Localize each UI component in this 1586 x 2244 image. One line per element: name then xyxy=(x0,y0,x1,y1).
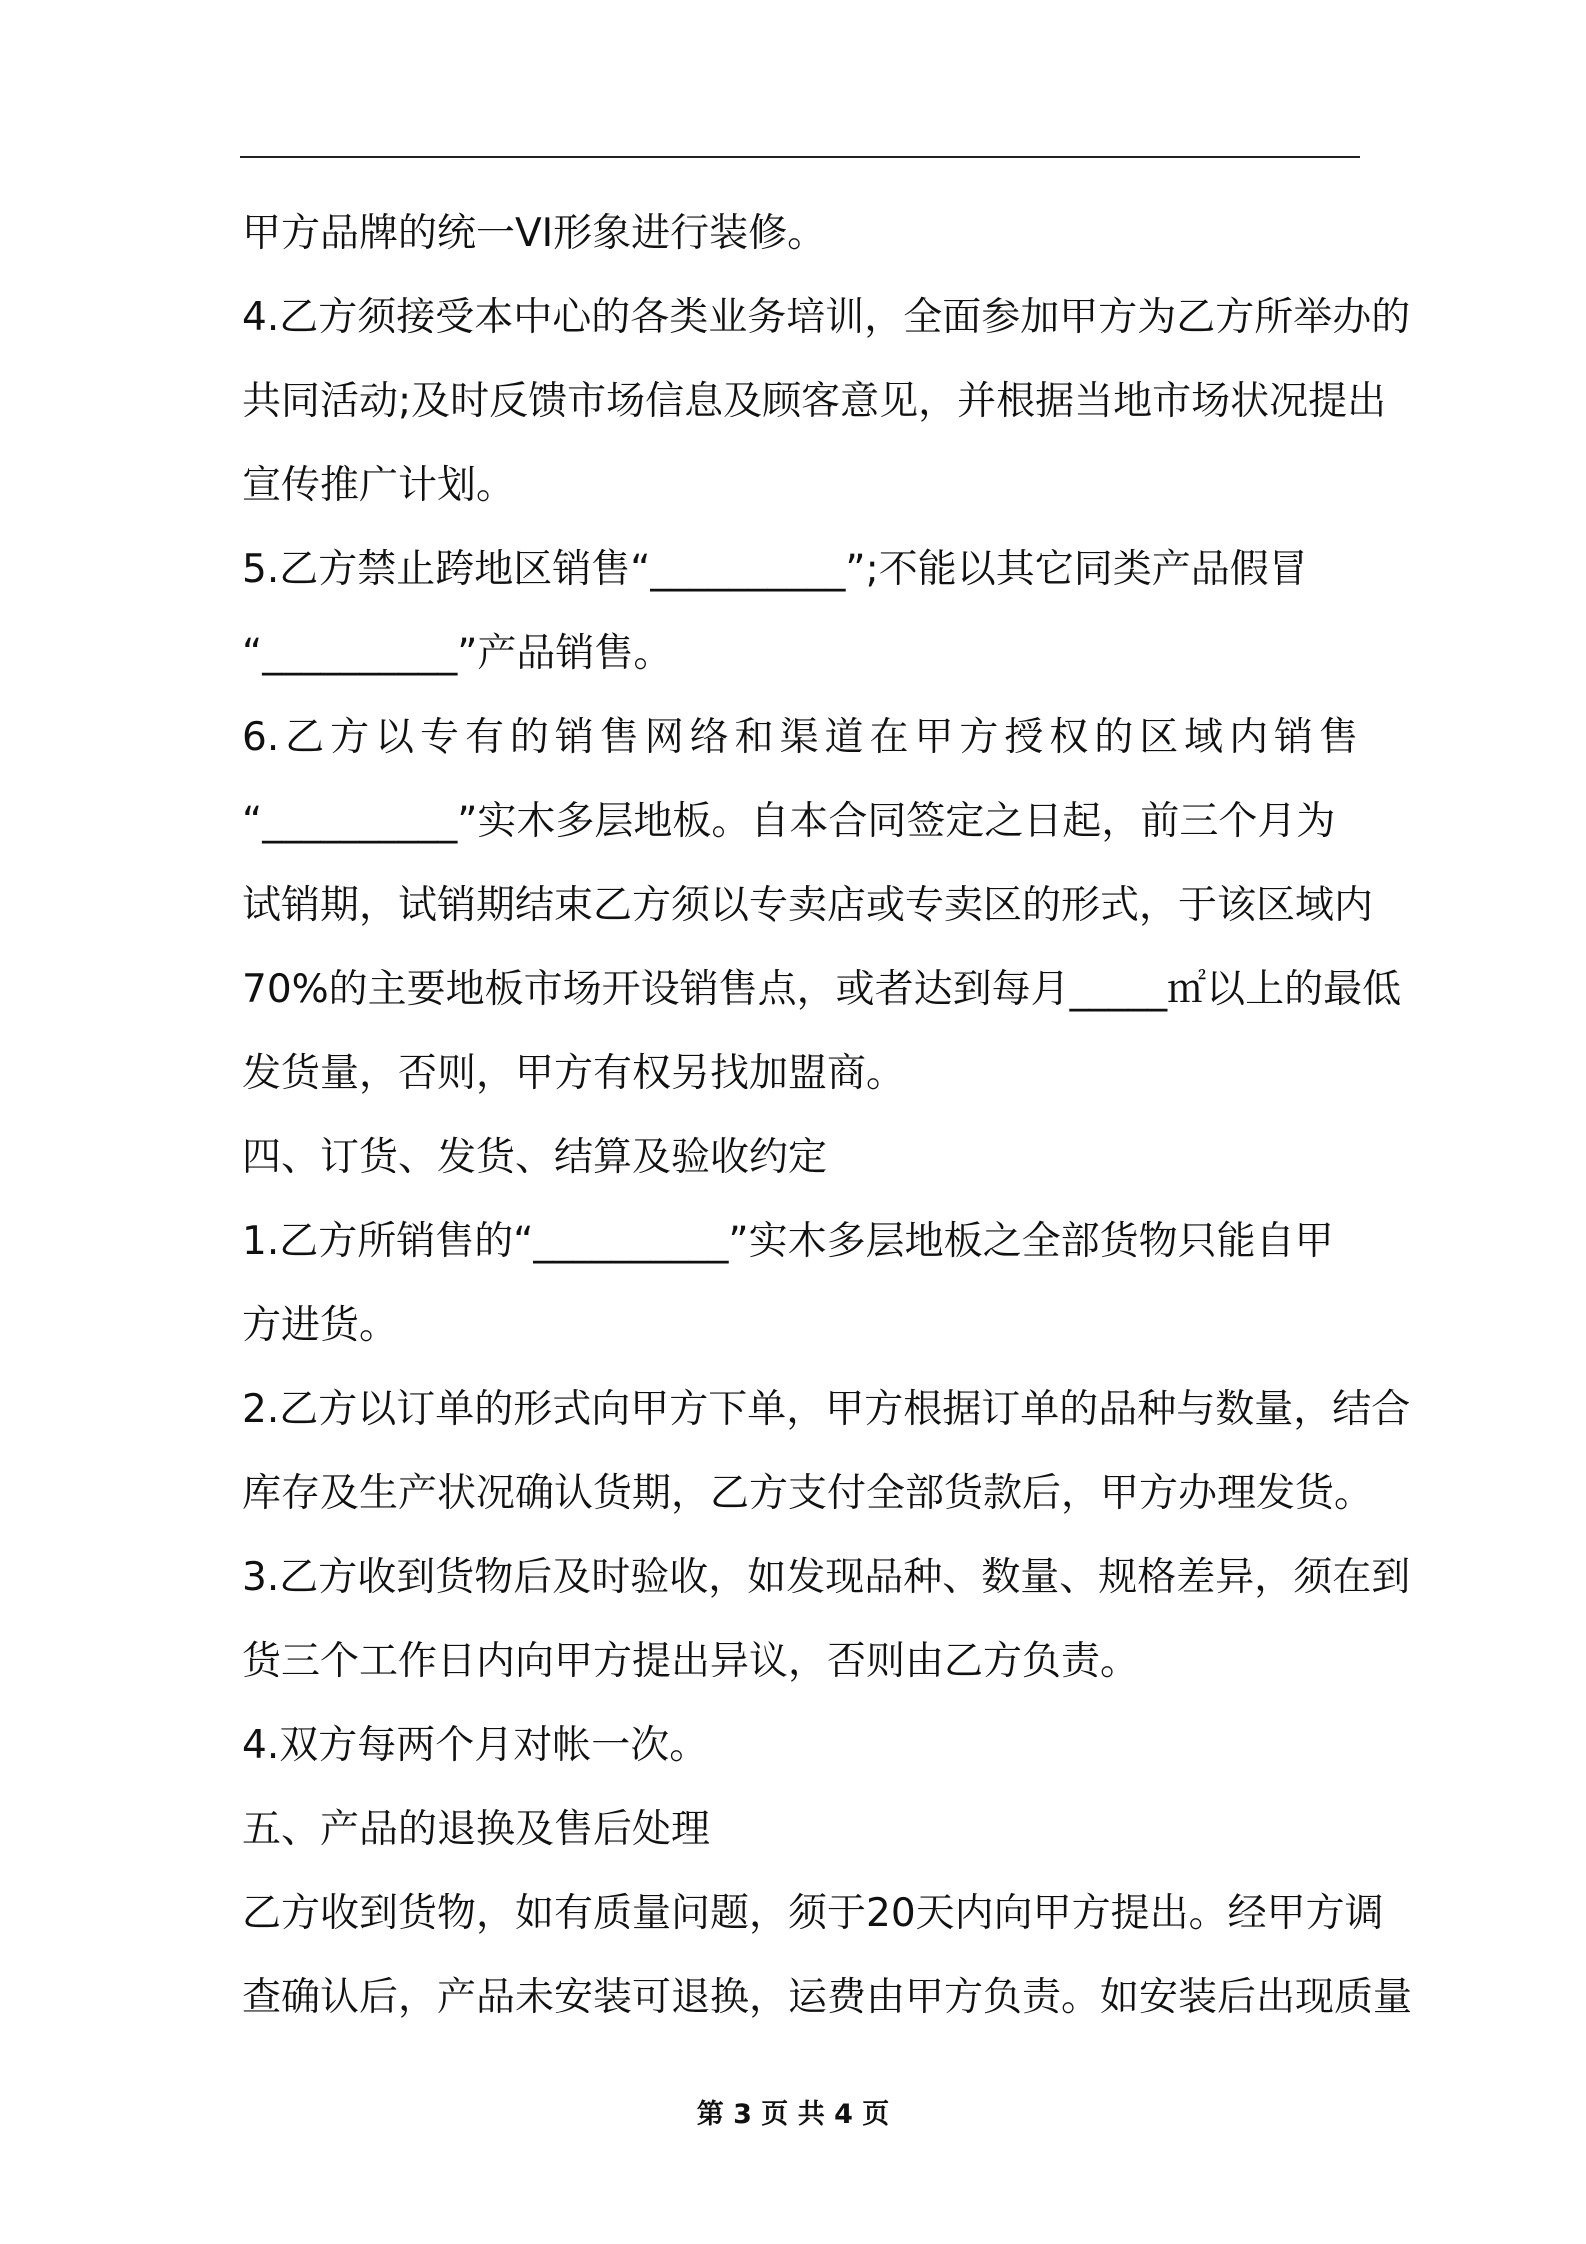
body-line: 共同活动;及时反馈市场信息及顾客意见，并根据当地市场状况提出 xyxy=(242,379,1387,424)
body-line: 查确认后，产品未安装可退换，运费由甲方负责。如安装后出现质量 xyxy=(242,1975,1413,2020)
body-line: 3.乙方收到货物后及时验收，如发现品种、数量、规格差异，须在到 xyxy=(242,1555,1411,1600)
section-heading: 五、产品的退换及售后处理 xyxy=(242,1807,711,1852)
body-line: 6.乙方以专有的销售网络和渠道在甲方授权的区域内销售 xyxy=(242,715,1358,760)
body-line: “__________”实木多层地板。自本合同签定之日起，前三个月为 xyxy=(242,799,1336,844)
section-heading: 四、订货、发货、结算及验收约定 xyxy=(242,1135,828,1180)
body-line: 5.乙方禁止跨地区销售“__________”;不能以其它同类产品假冒 xyxy=(242,547,1308,592)
body-line: 4.乙方须接受本中心的各类业务培训，全面参加甲方为乙方所举办的 xyxy=(242,295,1411,340)
document-body xyxy=(242,192,1413,2040)
body-line: 4.双方每两个月对帐一次。 xyxy=(242,1723,709,1768)
page-number: 第 3 页 共 4 页 xyxy=(696,2099,890,2130)
body-line: 试销期，试销期结束乙方须以专卖店或专卖区的形式，于该区域内 xyxy=(242,883,1374,928)
body-line: 发货量，否则，甲方有权另找加盟商。 xyxy=(242,1051,906,1096)
body-line: 70%的主要地板市场开设销售点，或者达到每月_____㎡以上的最低 xyxy=(242,967,1402,1012)
body-line: 甲方品牌的统一VI形象进行装修。 xyxy=(242,211,827,256)
body-line: “__________”产品销售。 xyxy=(242,631,673,676)
body-line: 库存及生产状况确认货期，乙方支付全部货款后，甲方办理发货。 xyxy=(242,1471,1374,1516)
body-line: 1.乙方所销售的“__________”实木多层地板之全部货物只能自甲 xyxy=(242,1219,1334,1264)
body-line: 乙方收到货物，如有质量问题，须于20天内向甲方提出。经甲方调 xyxy=(242,1891,1384,1936)
body-line: 2.乙方以订单的形式向甲方下单，甲方根据订单的品种与数量，结合 xyxy=(242,1387,1411,1432)
body-line: 宣传推广计划。 xyxy=(242,463,516,508)
body-line: 货三个工作日内向甲方提出异议，否则由乙方负责。 xyxy=(242,1639,1140,1684)
body-line: 方进货。 xyxy=(242,1303,399,1348)
header-rule xyxy=(240,156,1360,158)
